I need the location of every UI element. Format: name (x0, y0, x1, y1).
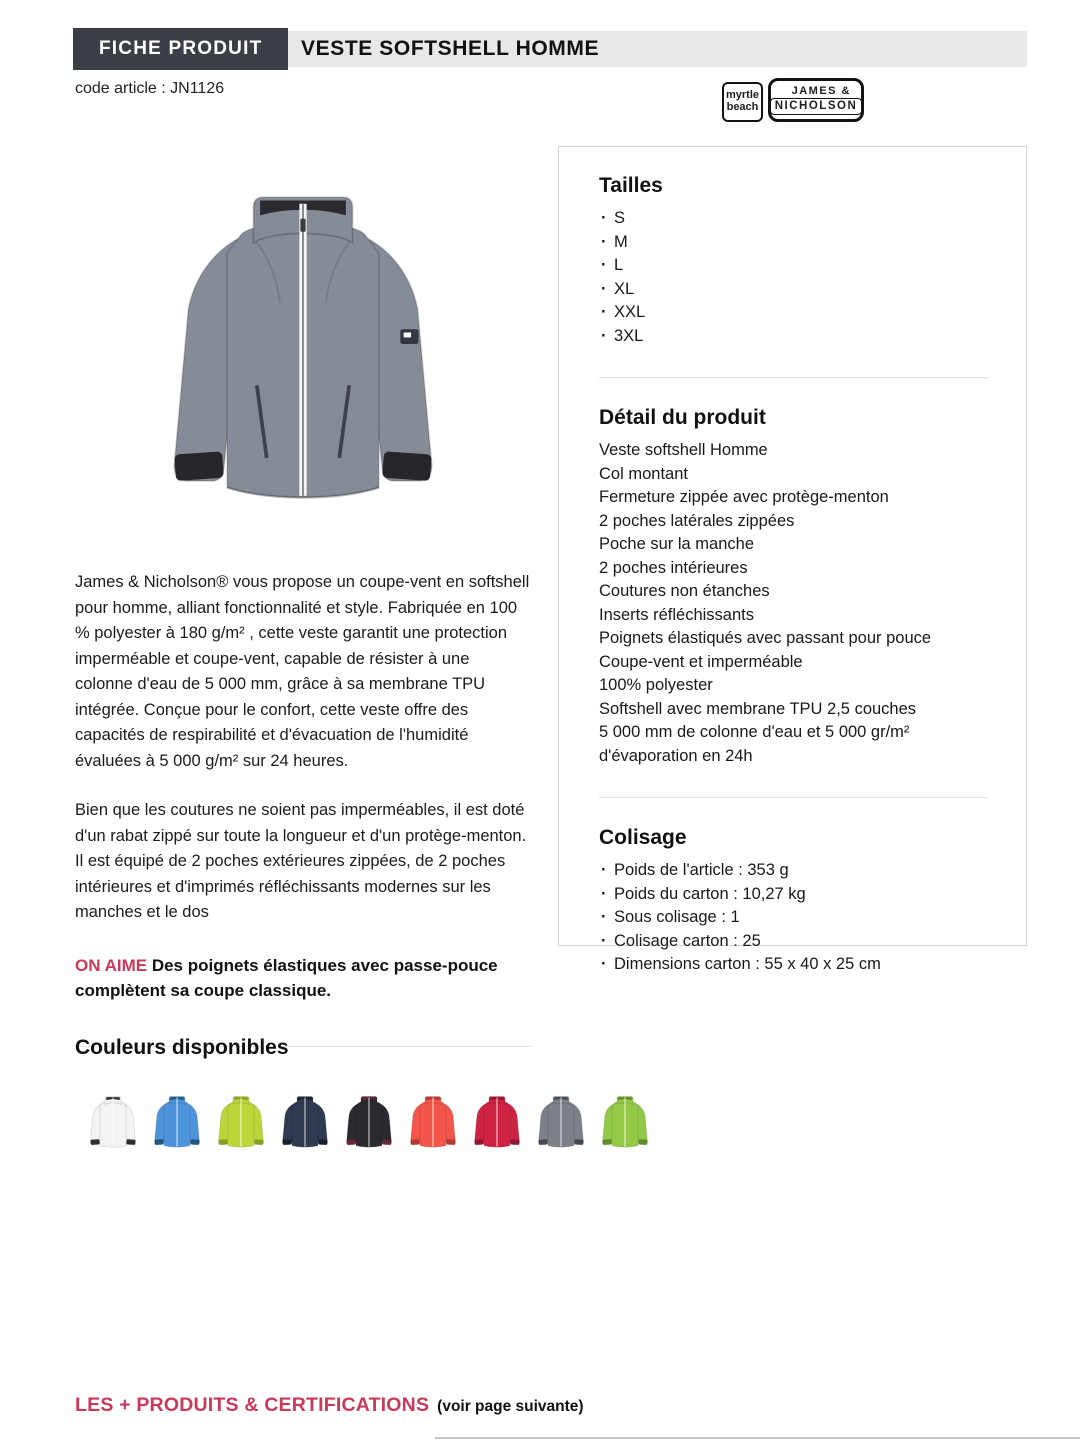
detail-item: 5 000 mm de colonne d'eau et 5 000 gr/m² d'évaporation en 24h (599, 723, 910, 765)
size-item: · L (599, 254, 988, 278)
divider (599, 797, 988, 798)
bottom-rule (435, 1437, 1080, 1439)
myrtle-beach-logo-line2: beach (726, 101, 759, 113)
size-item: · 3XL (599, 325, 988, 349)
available-colors-title: Couleurs disponibles (75, 1036, 289, 1059)
description-paragraph-2: Bien que les coutures ne soient pas imperméables, il est doté d'un rabat zippé sur toute la longueur et d'un protège-menton. Il est équipé de 2 poches extérieures zippées, de 2 poches intérieures et d'imprimés réfléchissants modernes sur les manches et le dos (75, 801, 527, 921)
article-code: code article : JN1126 (75, 80, 225, 97)
description-paragraph-1: James & Nicholson® vous propose un coupe-vent en softshell pour homme, alliant fonctionnalité et style. Fabriquée en 100 % polyester à 180 g/m² , cette veste garantit une protection imperméable et coupe-vent, capable de résister à une colonne d'eau de 5 000 mm, grâce à sa membrane TPU intégrée. Conçue pour le confort, cette veste offre des capacités de respirabilité et d'évacuation de l'humidité évaluées à 5 000 g/m² sur 24 heures. (75, 573, 530, 770)
myrtle-beach-logo-line1: myrtle (725, 89, 760, 102)
brand-logos (722, 78, 864, 122)
packing-item: · Poids de l'article : 353 g (599, 859, 988, 883)
left-column (75, 146, 531, 1047)
on-aime-label: ON AIME (75, 955, 148, 975)
jacket-swatch-icon (149, 1093, 205, 1157)
james-nicholson-logo (768, 78, 864, 122)
divider (599, 377, 988, 378)
detail-item: Veste softshell Homme (599, 441, 768, 459)
color-swatch-blanc (85, 1093, 141, 1157)
on-aime-text: Des poignets élastiques avec passe-pouce complètent sa coupe classique. (75, 955, 498, 1000)
james-nicholson-logo-line1: JAMES & (791, 85, 851, 98)
size-item: · S (599, 207, 988, 231)
color-swatch-marine (277, 1093, 333, 1157)
jacket-swatch-icon (405, 1093, 461, 1157)
packing-item: · Colisage carton : 25 (599, 930, 988, 954)
myrtle-beach-logo (722, 82, 763, 122)
jacket-swatch-icon (213, 1093, 269, 1157)
fiche-produit-tag: FICHE PRODUIT (73, 28, 288, 70)
jacket-swatch-icon (341, 1093, 397, 1157)
detail-list (599, 439, 988, 768)
product-photo-jacket (138, 184, 468, 547)
packing-list (599, 859, 988, 977)
color-swatch-gris (533, 1093, 589, 1157)
detail-item: 2 poches latérales zippées (599, 511, 795, 530)
jacket-swatch-icon (597, 1093, 653, 1157)
jacket-swatch-icon (85, 1093, 141, 1157)
detail-item: Fermeture zippée avec protège-menton (599, 488, 889, 506)
color-swatch-rouge (469, 1093, 525, 1157)
detail-item: Col montant (599, 464, 688, 483)
detail-item: Softshell avec membrane TPU 2,5 couches (599, 699, 917, 718)
color-swatch-vert (597, 1093, 653, 1157)
size-item: · M (599, 231, 988, 255)
packing-heading: Colisage (599, 826, 687, 849)
jacket-swatch-icon (277, 1093, 333, 1157)
size-item: · XL (599, 278, 988, 302)
jacket-swatch-icon (533, 1093, 589, 1157)
size-item: · XXL (599, 301, 988, 325)
page-header (73, 28, 1027, 70)
jacket-swatch-icon (469, 1093, 525, 1157)
footer-note: (voir page suivante) (437, 1398, 584, 1415)
sizes-heading: Tailles (599, 174, 663, 197)
detail-heading: Détail du produit (599, 406, 766, 429)
color-swatch-bleu (149, 1093, 205, 1157)
page-title: VESTE SOFTSHELL HOMME (301, 37, 600, 60)
detail-item: Inserts réfléchissants (599, 605, 754, 624)
color-swatch-row (75, 1093, 1005, 1157)
detail-item: 100% polyester (599, 676, 713, 694)
packing-item: · Dimensions carton : 55 x 40 x 25 cm (599, 953, 988, 977)
detail-item: Poche sur la manche (599, 535, 755, 553)
color-swatch-rouge-vif (405, 1093, 461, 1157)
product-info-box (558, 146, 1027, 973)
packing-item: · Sous colisage : 1 (599, 906, 988, 930)
sizes-list (599, 207, 988, 348)
detail-item: 2 poches intérieures (599, 558, 748, 577)
footer-title: LES + PRODUITS & CERTIFICATIONS (75, 1394, 430, 1416)
james-nicholson-logo-line2: NICHOLSON (770, 98, 863, 114)
detail-item: Coupe-vent et imperméable (599, 652, 803, 671)
packing-item: · Poids du carton : 10,27 kg (599, 883, 988, 907)
available-colors-section (75, 1036, 1005, 1157)
color-swatch-vert-acide (213, 1093, 269, 1157)
footer (75, 1394, 584, 1417)
color-swatch-noir (341, 1093, 397, 1157)
detail-item: Coutures non étanches (599, 582, 770, 600)
on-aime-highlight (75, 953, 531, 1004)
detail-item: Poignets élastiqués avec passant pour pouce (599, 629, 932, 647)
